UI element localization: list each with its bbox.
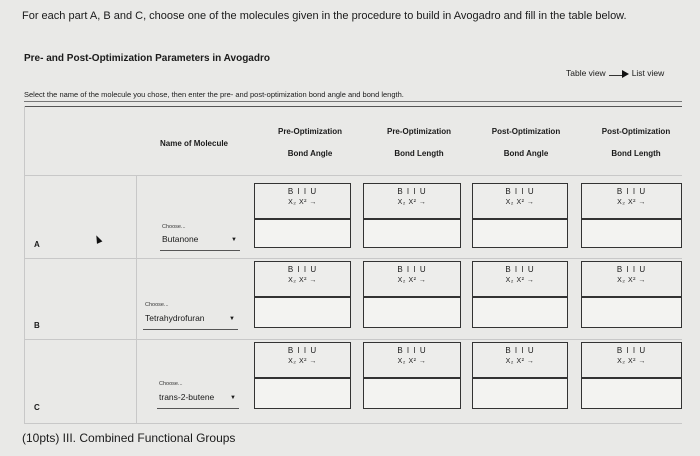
editor-toolbar[interactable]: [363, 342, 461, 378]
molecule-select-c[interactable]: trans-2-butene: [159, 392, 215, 402]
dropdown-caret-icon[interactable]: ▼: [231, 237, 237, 243]
script-buttons[interactable]: X₂ X² →: [505, 277, 535, 284]
format-buttons[interactable]: B I I U: [616, 346, 647, 355]
table-bottom-border: [24, 423, 682, 424]
toggle-switch-icon[interactable]: [609, 69, 629, 78]
script-buttons[interactable]: X₂ X² →: [505, 358, 535, 365]
table-top-border: [24, 106, 682, 107]
editor-toolbar[interactable]: [363, 183, 461, 219]
pre-length-input-a[interactable]: [363, 219, 461, 248]
editor-toolbar[interactable]: [472, 183, 568, 219]
script-buttons[interactable]: X₂ X² →: [288, 199, 317, 206]
script-buttons[interactable]: X₂ X² →: [505, 199, 535, 206]
format-buttons[interactable]: B I I U: [505, 265, 535, 274]
view-toggle[interactable]: [566, 68, 664, 78]
header-pre-angle-line2: Bond Angle: [287, 149, 333, 158]
post-angle-input-c[interactable]: [472, 378, 568, 409]
format-buttons[interactable]: B I I U: [505, 346, 535, 355]
editor-toolbar[interactable]: [581, 342, 682, 378]
header-pre-angle-line1: Pre-Optimization: [277, 127, 342, 136]
table-left-border: [24, 106, 25, 424]
choose-placeholder: Choose...: [162, 224, 186, 230]
row-divider: [24, 339, 682, 340]
instruction-text: For each part A, B and C, choose one of the molecules given in the procedure to build in Avogadro and fill in the table below.: [22, 10, 627, 22]
post-length-input-a[interactable]: [581, 219, 682, 248]
editor-toolbar[interactable]: [254, 342, 351, 378]
editor-toolbar[interactable]: [254, 261, 351, 297]
choose-placeholder: Choose...: [159, 381, 183, 387]
header-name-of-molecule: Name of Molecule: [159, 139, 228, 148]
choose-placeholder: Choose...: [145, 302, 169, 308]
editor-toolbar[interactable]: [581, 183, 682, 219]
dropdown-caret-icon[interactable]: ▼: [229, 316, 235, 322]
post-length-input-b[interactable]: [581, 297, 682, 328]
dropdown-caret-icon[interactable]: ▼: [230, 395, 236, 401]
editor-toolbar[interactable]: [254, 183, 351, 219]
pre-angle-input-b[interactable]: [254, 297, 351, 328]
molecule-select-a[interactable]: Butanone: [162, 234, 199, 244]
section-footer-heading: (10pts) III. Combined Functional Groups: [22, 431, 236, 445]
divider: [24, 101, 682, 102]
select-underline: [143, 329, 238, 330]
format-buttons[interactable]: B I I U: [397, 346, 427, 355]
table-view-label[interactable]: Table view: [566, 68, 606, 78]
format-buttons[interactable]: B I I U: [287, 187, 318, 196]
pre-length-input-c[interactable]: [363, 378, 461, 409]
header-post-length-line2: Bond Length: [611, 149, 661, 158]
row-label-a: A: [34, 240, 40, 249]
script-buttons[interactable]: X₂ X² →: [397, 277, 427, 284]
header-pre-length-line1: Pre-Optimization: [386, 127, 451, 136]
row-label-b: B: [34, 321, 40, 330]
editor-toolbar[interactable]: [472, 342, 568, 378]
format-buttons[interactable]: B I I U: [616, 265, 647, 274]
format-buttons[interactable]: B I I U: [287, 346, 318, 355]
select-underline: [160, 250, 240, 251]
row-label-c: C: [34, 403, 40, 412]
pre-angle-input-c[interactable]: [254, 378, 351, 409]
script-buttons[interactable]: X₂ X² →: [617, 199, 646, 206]
format-buttons[interactable]: B I I U: [616, 187, 647, 196]
table-divider: [136, 175, 137, 424]
post-angle-input-b[interactable]: [472, 297, 568, 328]
row-divider: [24, 258, 682, 259]
pre-angle-input-a[interactable]: [254, 219, 351, 248]
script-buttons[interactable]: X₂ X² →: [397, 199, 427, 206]
molecule-select-b[interactable]: Tetrahydrofuran: [145, 313, 205, 323]
table-header-divider: [24, 175, 682, 176]
editor-toolbar[interactable]: [581, 261, 682, 297]
header-post-length-line1: Post-Optimization: [601, 127, 671, 136]
section-title: Pre- and Post-Optimization Parameters in Avogadro: [24, 53, 270, 64]
format-buttons[interactable]: B I I U: [397, 265, 427, 274]
format-buttons[interactable]: B I I U: [287, 265, 318, 274]
script-buttons[interactable]: X₂ X² →: [617, 277, 646, 284]
pre-length-input-b[interactable]: [363, 297, 461, 328]
script-buttons[interactable]: X₂ X² →: [288, 358, 317, 365]
format-buttons[interactable]: B I I U: [505, 187, 535, 196]
editor-toolbar[interactable]: [472, 261, 568, 297]
script-buttons[interactable]: X₂ X² →: [288, 277, 317, 284]
script-buttons[interactable]: X₂ X² →: [617, 358, 646, 365]
script-buttons[interactable]: X₂ X² →: [397, 358, 427, 365]
format-buttons[interactable]: B I I U: [397, 187, 427, 196]
list-view-label[interactable]: List view: [631, 68, 665, 78]
header-pre-length-line2: Bond Length: [394, 149, 444, 158]
post-angle-input-a[interactable]: [472, 219, 568, 248]
post-length-input-c[interactable]: [581, 378, 682, 409]
select-instruction: Select the name of the molecule you chose, then enter the pre- and post-optimization bond angle and bond length.: [24, 90, 404, 99]
editor-toolbar[interactable]: [363, 261, 461, 297]
header-post-angle-line2: Bond Angle: [503, 149, 549, 158]
mouse-cursor-icon: [94, 234, 103, 244]
header-post-angle-line1: Post-Optimization: [491, 127, 561, 136]
select-underline: [157, 408, 239, 409]
